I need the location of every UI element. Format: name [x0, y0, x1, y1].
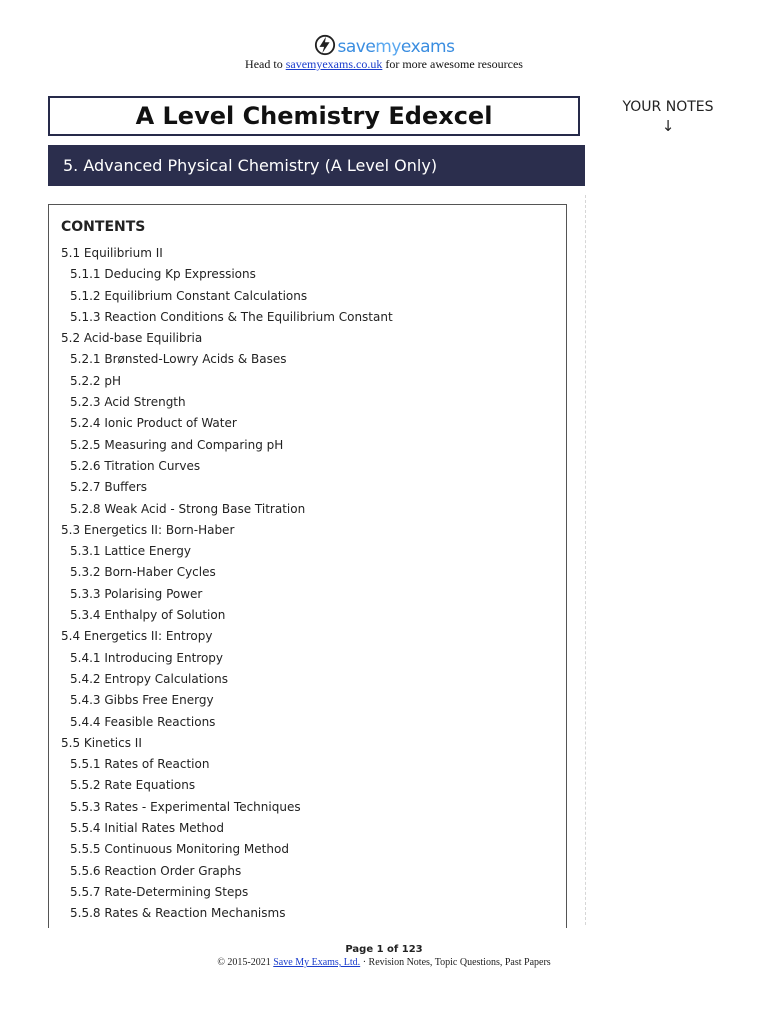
toc-subsection-link[interactable]: 5.3.4 Enthalpy of Solution [70, 608, 226, 623]
footer [0, 957, 768, 968]
toc-subsection-link[interactable]: 5.2.2 pH [70, 373, 121, 388]
header-promo [0, 57, 768, 72]
brand-name: savemyexams [337, 37, 455, 57]
toc-section-link[interactable]: 5.5 Kinetics II [61, 735, 142, 750]
toc-subsection-link[interactable]: 5.5.5 Continuous Monitoring Method [70, 842, 289, 857]
footer-copyright: © 2015-2021 [217, 957, 271, 968]
toc-subsection-link[interactable]: 5.2.4 Ionic Product of Water [70, 416, 237, 431]
footer-link[interactable]: Save My Exams, Ltd. [273, 957, 361, 968]
notes-divider [585, 195, 586, 925]
toc-section-link[interactable]: 5.3 Energetics II: Born-Haber [61, 522, 235, 537]
toc-subsection-link[interactable]: 5.4.2 Entropy Calculations [70, 671, 228, 686]
toc-section-link[interactable]: 5.4 Energetics II: Entropy [61, 629, 213, 644]
toc-subsection-link[interactable]: 5.2.1 Brønsted-Lowry Acids & Bases [70, 352, 287, 367]
section-title: 5. Advanced Physical Chemistry (A Level Only) [48, 145, 585, 186]
toc-subsection-link[interactable]: 5.2.7 Buffers [70, 480, 148, 495]
toc-subsection-link[interactable]: 5.1.2 Equilibrium Constant Calculations [70, 288, 308, 303]
document-title: A Level Chemistry Edexcel [48, 96, 580, 136]
toc-subsection-link[interactable]: 5.3.3 Polarising Power [70, 586, 203, 601]
footer-suffix: · Revision Notes, Topic Questions, Past Papers [362, 957, 551, 968]
toc-subsection-link[interactable]: 5.2.8 Weak Acid - Strong Base Titration [70, 501, 306, 516]
toc-subsection-link[interactable]: 5.3.1 Lattice Energy [70, 544, 191, 559]
toc-subsection-link[interactable]: 5.5.4 Initial Rates Method [70, 821, 224, 836]
toc-subsection-link[interactable]: 5.1.1 Deducing Kp Expressions [70, 267, 256, 282]
toc-subsection-link[interactable]: 5.5.2 Rate Equations [70, 778, 196, 793]
toc-section-link[interactable]: 5.2 Acid-base Equilibria [61, 331, 203, 346]
header-suffix: for more awesome resources [385, 57, 523, 71]
toc-subsection-link[interactable]: 5.5.7 Rate-Determining Steps [70, 884, 249, 899]
toc-subsection-link[interactable]: 5.5.3 Rates - Experimental Techniques [70, 799, 301, 814]
toc-subsection-link[interactable]: 5.5.1 Rates of Reaction [70, 757, 210, 772]
toc-subsection-link[interactable]: 5.4.4 Feasible Reactions [70, 714, 216, 729]
toc-subsection-link[interactable]: 5.5.8 Rates & Reaction Mechanisms [70, 906, 286, 921]
toc-subsection-link[interactable]: 5.2.6 Titration Curves [70, 458, 201, 473]
toc-subsection-link[interactable]: 5.3.2 Born-Haber Cycles [70, 565, 216, 580]
header-prefix: Head to [245, 57, 283, 71]
page-number: Page 1 of 123 [345, 944, 423, 955]
contents-heading: CONTENTS [61, 219, 146, 235]
toc-section-link[interactable]: 5.1 Equilibrium II [61, 246, 163, 260]
table-of-contents [49, 245, 566, 927]
toc-subsection-link[interactable]: 5.2.5 Measuring and Comparing pH [70, 437, 284, 452]
toc-subsection-link[interactable]: 5.2.3 Acid Strength [70, 395, 186, 410]
contents-box [48, 204, 567, 928]
down-arrow-icon: ↓ [661, 117, 675, 135]
toc-subsection-link[interactable]: 5.4.1 Introducing Entropy [70, 650, 224, 665]
toc-subsection-link[interactable]: 5.5.6 Reaction Order Graphs [70, 863, 242, 878]
header-link[interactable]: savemyexams.co.uk [285, 57, 383, 71]
toc-subsection-link[interactable]: 5.4.3 Gibbs Free Energy [70, 693, 214, 708]
your-notes-label: YOUR NOTES [622, 99, 714, 115]
toc-subsection-link[interactable]: 5.1.3 Reaction Conditions & The Equilibrium Constant [70, 309, 393, 324]
